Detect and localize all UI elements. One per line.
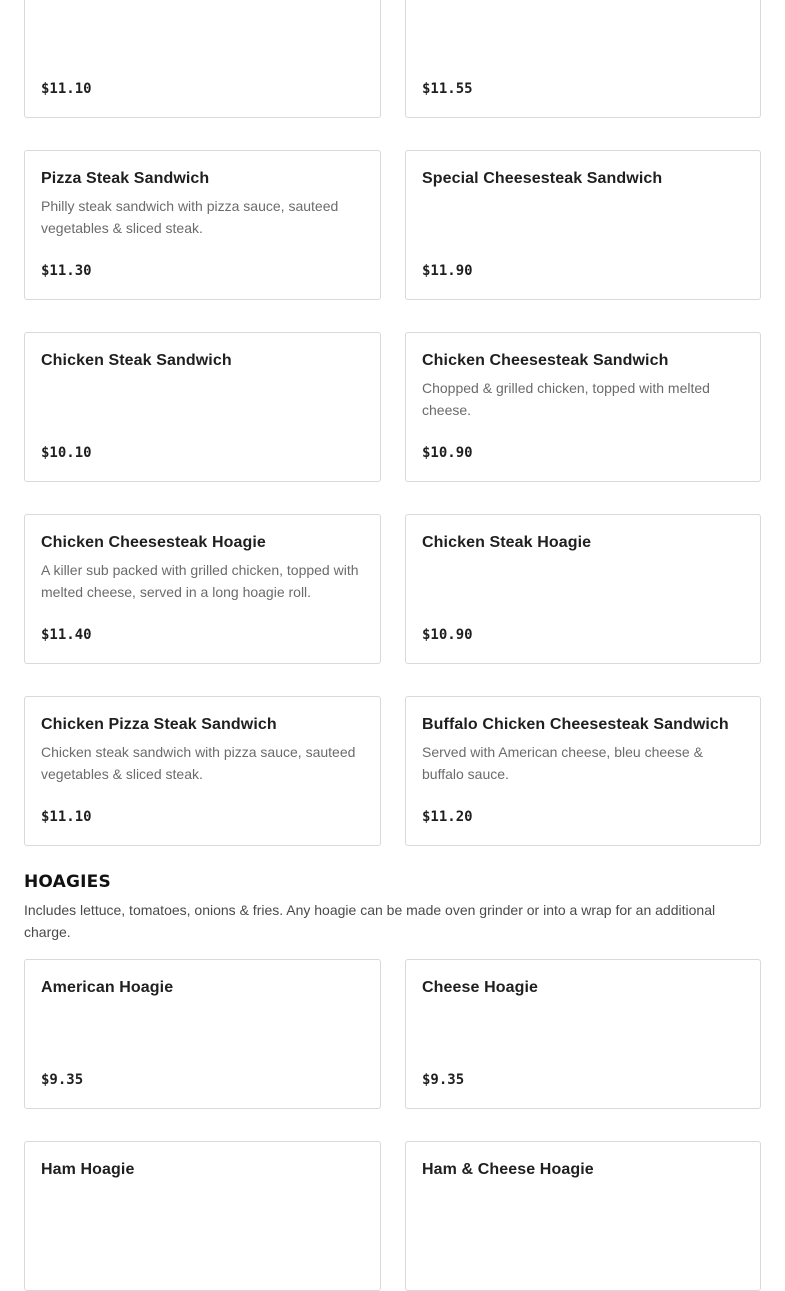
item-name: Chicken Steak Hoagie — [422, 534, 592, 551]
steak-sandwich-grid — [24, 0, 761, 846]
menu-item-card[interactable] — [405, 0, 761, 118]
item-price: $10.10 — [41, 445, 92, 461]
menu-item-card[interactable] — [405, 150, 761, 300]
menu-item-card[interactable] — [24, 696, 381, 846]
item-name: American Hoagie — [41, 979, 174, 996]
menu-item-card[interactable] — [24, 0, 381, 118]
menu-item-card[interactable] — [24, 150, 381, 300]
item-price: $11.40 — [41, 627, 92, 643]
section-title: HOAGIES — [24, 872, 111, 892]
item-price: $11.90 — [422, 263, 473, 279]
menu-item-card[interactable] — [405, 696, 761, 846]
menu-item-card[interactable] — [24, 514, 381, 664]
section-description: Includes lettuce, tomatoes, onions & fries. Any hoagie can be made oven grinder or into a wrap for an additional charge. — [24, 902, 716, 940]
item-description: Philly steak sandwich with pizza sauce, sauteed vegetables & sliced steak. — [41, 198, 339, 236]
item-name: Cheese Hoagie — [422, 979, 539, 996]
menu-page — [24, 0, 761, 1291]
item-name: Buffalo Chicken Cheesesteak Sandwich — [422, 716, 729, 733]
item-price: $11.30 — [41, 263, 92, 279]
item-description: Chopped & grilled chicken, topped with melted cheese. — [422, 380, 710, 418]
menu-item-card[interactable] — [405, 332, 761, 482]
item-name: Ham & Cheese Hoagie — [422, 1161, 594, 1178]
item-price: $9.35 — [41, 1072, 84, 1088]
item-description: Served with American cheese, bleu cheese & buffalo sauce. — [422, 744, 703, 782]
item-name: Chicken Pizza Steak Sandwich — [41, 716, 277, 733]
item-name: Ham Hoagie — [41, 1161, 135, 1178]
item-price: $10.90 — [422, 627, 473, 643]
item-price: $11.10 — [41, 81, 92, 97]
menu-item-card[interactable] — [24, 1141, 381, 1291]
menu-item-card[interactable] — [24, 332, 381, 482]
item-name: Chicken Cheesesteak Sandwich — [422, 352, 669, 369]
item-price: $9.35 — [422, 1072, 465, 1088]
item-name: Pizza Steak Sandwich — [41, 170, 210, 187]
item-price: $11.20 — [422, 809, 473, 825]
menu-item-card[interactable] — [405, 514, 761, 664]
menu-item-card[interactable] — [405, 959, 761, 1109]
menu-item-card[interactable] — [405, 1141, 761, 1291]
item-price: $10.90 — [422, 445, 473, 461]
item-name: Chicken Cheesesteak Hoagie — [41, 534, 266, 551]
item-price: $11.10 — [41, 809, 92, 825]
hoagie-grid — [24, 959, 761, 1291]
item-description: A killer sub packed with grilled chicken, topped with melted cheese, served in a long hoagie roll. — [41, 562, 359, 600]
menu-item-card[interactable] — [24, 959, 381, 1109]
item-price: $11.55 — [422, 81, 473, 97]
hoagies-section — [24, 872, 761, 1291]
item-description: Chicken steak sandwich with pizza sauce, sauteed vegetables & sliced steak. — [41, 744, 356, 782]
item-name: Chicken Steak Sandwich — [41, 352, 232, 369]
item-name: Special Cheesesteak Sandwich — [422, 170, 663, 187]
